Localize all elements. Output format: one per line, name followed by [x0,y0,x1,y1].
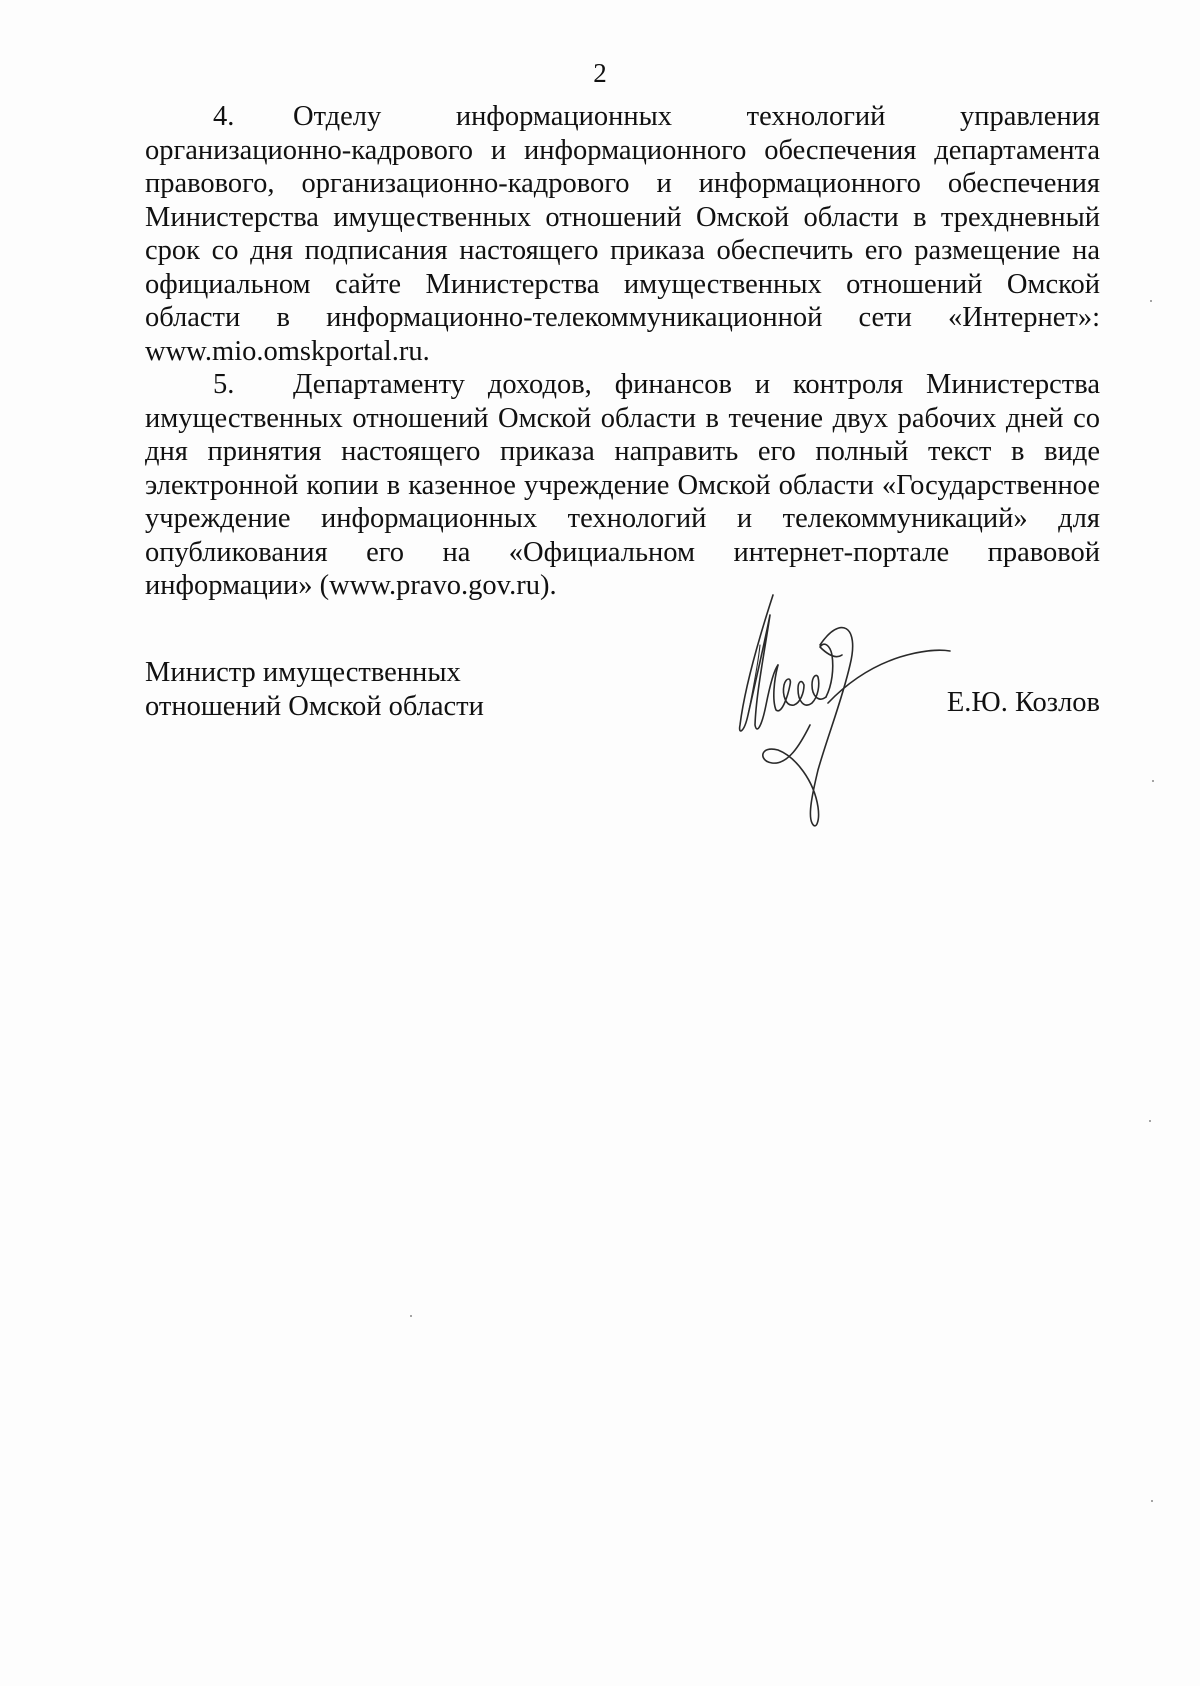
document-body [145,100,1100,603]
scan-speck [1151,1500,1153,1502]
paragraph-4 [145,100,1100,368]
paragraph-number: 4. [213,101,235,132]
scan-speck [1152,780,1154,782]
page-number: 2 [593,58,607,88]
signatory-title [145,656,565,723]
scan-speck [410,1315,412,1317]
scan-speck [1149,1120,1151,1122]
signatory-title-line-2: отношений Омской области [145,690,484,722]
paragraph-text: Отделу информационных технологий управления организационно-кадрового и информационного обеспечения департамента правового, организационно-кадрового и информационного обеспечения Министерства имущественных отношений Омской области в трехдневный срок со дня подписания настоящего приказа обеспечить его размещение на официальном сайте Министерства имущественных отношений Омской области в информационно-телекоммуникационной сети «Интернет»: www.mio.omskportal.ru. [145,101,1100,367]
paragraph-text: Департаменту доходов, финансов и контроля Министерства имущественных отношений Омской области в течение двух рабочих дней со дня принятия настоящего приказа направить его полный текст в виде электронной копии в казенное учреждение Омской области «Государственное учреждение информационных технологий и телекоммуникаций» для опубликования его на «Официальном интернет-портале правовой информации» (www.pravo.gov.ru). [145,369,1100,601]
handwritten-signature [700,585,980,835]
paragraph-5 [145,368,1100,603]
paragraph-number: 5. [213,369,235,400]
signatory-name: Е.Ю. Козлов [946,687,1100,718]
scan-speck [1150,300,1152,302]
signatory-title-line-1: Министр имущественных [145,657,461,688]
